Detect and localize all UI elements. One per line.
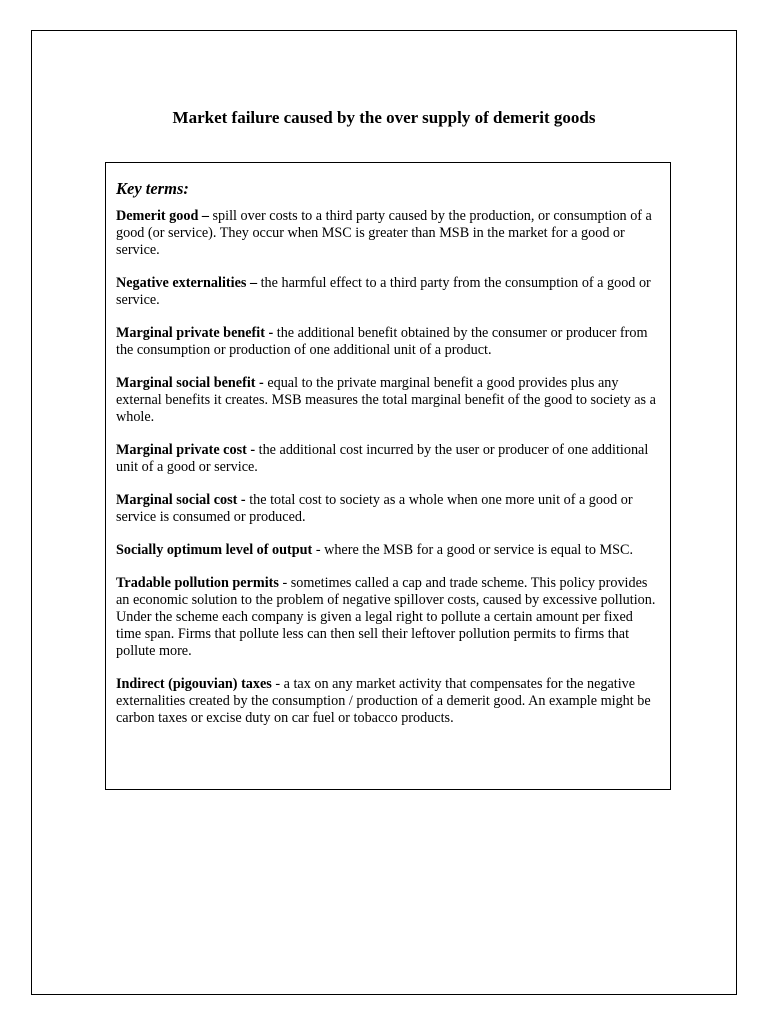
- term-definition: the additional cost incurred by the user or producer of one additional unit of a good or service.: [116, 442, 649, 475]
- document-title: Market failure caused by the over supply of demerit goods: [172, 108, 596, 127]
- term-name: Demerit good –: [116, 208, 209, 224]
- term-name: Marginal social benefit -: [116, 375, 264, 391]
- term-definition: equal to the private marginal benefit a good provides plus any external benefits it creates. MSB measures the total marginal benefit of the good to society as a whole.: [116, 375, 656, 425]
- term-marginal-social-cost: [116, 492, 660, 526]
- term-definition: spill over costs to a third party caused by the production, or consumption of a good (or service). They occur when MSC is greater than MSB in the market for a good or service.: [116, 208, 652, 258]
- term-negative-externalities: [116, 275, 660, 309]
- term-name: Marginal private benefit -: [116, 325, 274, 341]
- term-demerit-good: [116, 208, 660, 259]
- term-definition: - a tax on any market activity that compensates for the negative externalities created by the consumption / production of a demerit good. An example might be carbon taxes or excise duty on car fuel or tobacco products.: [116, 676, 651, 726]
- term-definition: - sometimes called a cap and trade scheme. This policy provides an economic solution to the problem of negative spillover costs, caused by excessive pollution. Under the scheme each company is given a legal right to pollute a certain amount per fixed time span. Firms that pollute less can then sell their leftover pollution permits to firms that pollute more.: [116, 575, 656, 659]
- term-indirect-taxes: [116, 676, 660, 727]
- term-name: Marginal social cost -: [116, 492, 246, 508]
- term-marginal-private-cost: [116, 442, 660, 476]
- term-marginal-social-benefit: [116, 375, 660, 426]
- term-name: Indirect (pigouvian) taxes: [116, 676, 272, 692]
- term-definition: the total cost to society as a whole when one more unit of a good or service is consumed or produced.: [116, 492, 633, 525]
- term-name: Negative externalities –: [116, 275, 258, 291]
- term-tradable-pollution-permits: [116, 575, 660, 660]
- term-definition: - where the MSB for a good or service is equal to MSC.: [312, 542, 634, 558]
- key-terms-box: [105, 162, 671, 790]
- term-definition: the harmful effect to a third party from the consumption of a good or service.: [116, 275, 651, 308]
- term-marginal-private-benefit: [116, 325, 660, 359]
- term-definition: the additional benefit obtained by the consumer or producer from the consumption or production of one additional unit of a product.: [116, 325, 648, 358]
- term-socially-optimum-output: [116, 542, 660, 559]
- term-name: Marginal private cost -: [116, 442, 256, 458]
- term-name: Socially optimum level of output: [116, 542, 313, 558]
- term-name: Tradable pollution permits: [116, 575, 279, 591]
- key-terms-heading: Key terms:: [116, 179, 189, 198]
